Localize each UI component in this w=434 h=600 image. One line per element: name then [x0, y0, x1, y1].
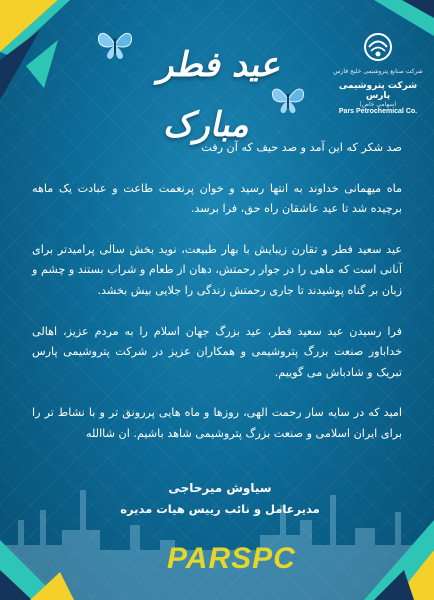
message-body: [32, 138, 402, 465]
pars-logo-icon: [361, 32, 395, 62]
company-logo: [332, 32, 424, 115]
logo-company-name-en: Pars Petrochemical Co.: [338, 108, 418, 115]
message-paragraph: امید که در سایه سار رحمت الهی، روزها و ماه هایی پررونق تر و با نشاط تر را برای ایران اسلامی و صنعت بزرگ پتروشیمی شاهد باشیم. ان شاالله: [32, 406, 402, 440]
message-paragraph: ماه میهمانی خداوند به انتها رسید و خوان پرنعمت طاعت و عبادت یک ماهه برچیده شد تا عید عاشقان راه حق، فرا برسد.: [32, 181, 402, 216]
corner-shape-bottom-left: [0, 530, 80, 600]
message-paragraph: فرا رسیدن عید سعید فطر، عید بزرگ جهان اسلام را به مردم عزیز، اهالی خداباور صنعت بزرگ پتروشیمی و همکاران عزیز در شرکت پتروشیمی پارس تبریک و شادباش می گوییم.: [32, 324, 402, 379]
logo-parent-company: شرکت صنایع پتروشیمی خلیج فارس: [333, 68, 423, 75]
header: [0, 0, 434, 145]
signatory-title: مدیرعامل و نائب رییس هیات مدیره: [120, 502, 320, 516]
eid-greeting-title: عید فطر مبارک: [155, 45, 287, 145]
butterfly-icon: [96, 28, 134, 62]
signatory-name: سیاوش میرحاجی: [168, 481, 272, 495]
message-paragraph: عید سعید فطر و تقارن زیبایش با بهار طبیعت، نوید بخش سالی پرامیدتر برای آنانی است که ماهی را در جوار رحمتش، دهان از طعام و شراب بستند و چشم و زبان بر گناه پوشیدند تا جاری رحمتش زندگی را جلایی بیش بخشد.: [32, 242, 402, 297]
message-paragraph: صد شکر که این آمد و صد حیف که آن رفت: [201, 141, 402, 154]
brand-logo-text: PARSPC: [167, 542, 296, 575]
signature: [60, 478, 380, 520]
corner-shape-bottom-right: [344, 520, 434, 600]
logo-company-type: (سهامی خاص): [359, 101, 397, 108]
logo-company-name: شرکت پتروشیمی پارس: [338, 81, 418, 101]
